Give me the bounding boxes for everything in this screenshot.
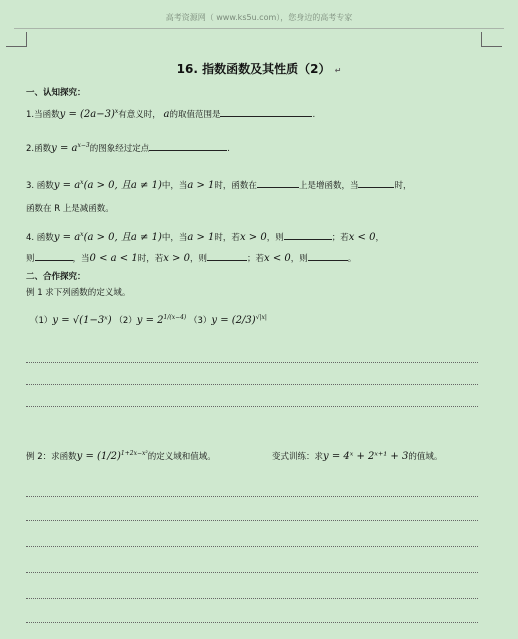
question-1: 1.当函数$y = (2a-3)^x$有意义时， a的取值范围是 .: [26, 108, 316, 120]
answer-line[interactable]: [26, 598, 478, 599]
answer-line[interactable]: [26, 520, 478, 521]
answer-blank[interactable]: [257, 179, 299, 188]
example-1-label: 例 1 求下列函数的定义域。: [26, 288, 131, 298]
answer-line[interactable]: [26, 406, 478, 407]
question-2: 2.函数$y = a^{x-3}$的图象经过定点 .: [26, 142, 230, 154]
question-3-line-1: 3. 函数$y = a^x(a > 0$, 且a ≠ 1)中，当a > 1时，函数在 上是增函数，当 时，: [26, 179, 412, 191]
answer-line[interactable]: [26, 622, 478, 623]
answer-blank[interactable]: [220, 108, 312, 117]
answer-line[interactable]: [26, 496, 478, 497]
answer-line[interactable]: [26, 546, 478, 547]
header-rule: [14, 28, 504, 29]
question-4-line-1: 4. 函数$y = a^x(a > 0$, 且a ≠ 1)中，当a > 1时，若x > 0，则 ；若x < 0，: [26, 231, 384, 243]
section-heading-1: 一、认知探究：: [26, 88, 86, 98]
example-1-functions: （1）y = √(1−3ˣ) $(2)y = 2^{1/(x-4)}$ $(3)y = (2/3)^{√|x|}$: [30, 314, 267, 326]
answer-line[interactable]: [26, 572, 478, 573]
answer-blank[interactable]: [284, 231, 332, 240]
answer-blank[interactable]: [149, 142, 227, 151]
crop-mark-left: [6, 32, 27, 47]
answer-blank[interactable]: [35, 252, 73, 261]
answer-blank[interactable]: [358, 179, 394, 188]
answer-line[interactable]: [26, 384, 478, 385]
page-header: 高考资源网（ www.ks5u.com），您身边的高考专家: [165, 13, 353, 22]
page-title: 16. 指数函数及其性质（2） ↵: [176, 62, 342, 76]
question-4-line-2: 则 ，当0 < a < 1时，若x > 0，则 ；若x < 0，则 。: [26, 253, 357, 264]
variant-training: 变式训练：求y = 4ˣ + 2ˣ⁺¹ + 3的值域。: [272, 451, 443, 462]
crop-mark-right: [481, 32, 502, 47]
example-2: 例 2：求函数$y = (1/2)^{1+2x-x^2}$的定义域和值域。: [26, 450, 216, 462]
section-heading-2: 二、合作探究：: [26, 272, 86, 282]
answer-line[interactable]: [26, 362, 478, 363]
answer-blank[interactable]: [207, 252, 247, 261]
answer-blank[interactable]: [308, 252, 348, 261]
question-3-line-2: 函数在 R 上是减函数。: [26, 204, 114, 214]
